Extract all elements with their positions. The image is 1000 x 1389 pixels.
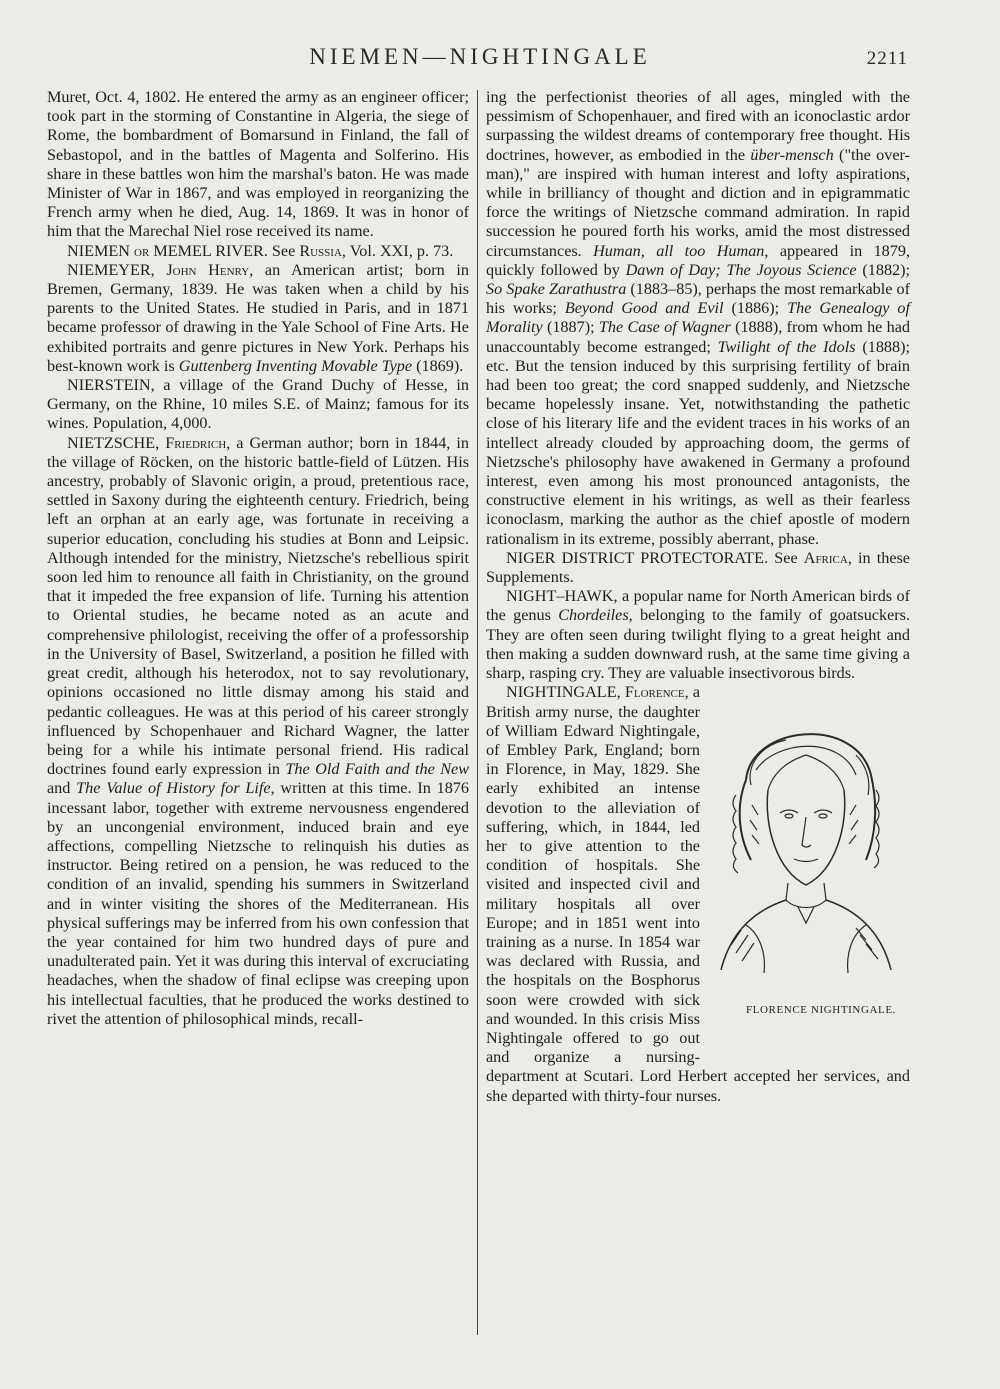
entry-text: , an American artist; born in Bremen, Germany, 1839. He was taken when a child by his parents to the United States. He studied in Paris, and in 1871 became professor of drawing in the Yale School of Fine Arts. He exhibited portraits and genre pictures in New York. Perhaps his best-known work is [47,260,469,375]
entry-name: Florence [624,683,685,702]
entry-headword: NIGHTINGALE, [506,683,621,702]
cross-reference: Africa [803,548,848,567]
entry-text: , written at this time. In 1876 incessant labor, together with extreme nervousness engendered by an uncongenial environment, induced brain and eye affections, compelling Nietzsche to relinquish his duties as instructor. Being retired on a pension, he was reduced to the condition of an invalid, spending his summers in Switzerland and in winter visiting the shores of the Mediterranean. His physical sufferings may be inferred from his own confession that the year contained for him two hundred days of pure and unadulterated pain. Yet it was during this interval of excruciating headaches, when the shadow of final eclipse was creeping upon his intellectual faculties, that he produced the works destined to rivet the attention of philosophical minds, recall- [47,779,469,1028]
nietzsche-continuation [486,88,910,549]
florence-nightingale-portrait [706,685,906,975]
entry-headword: NIERSTEIN, [67,376,155,395]
entry-text: and [47,779,77,798]
entry-text: , in these Supplements. [486,548,910,587]
entry-text: , belonging to the family of goatsuckers. They are often seen during twilight flying to a great height and then making a sudden downward rush, at the same time giving a sharp, rasping cry. They are valuable insectivorous birds. [486,606,911,683]
work-title: Twilight of the Idols [717,337,856,356]
nightingale-entry [486,683,910,1105]
work-title: The Old Faith and the New [285,760,470,779]
entry-text: a village of the Grand Duchy of Hesse, in Germany, on the Rhine, 10 miles S.E. of Mainz; famous for its wines. Population, 4,000. [47,376,469,433]
entry-headword: NIGER DISTRICT PROTECTORATE. [506,548,769,567]
entry-text: (1887); [542,318,595,337]
entry-text: (1883–85), perhaps the most remarkable of his works; [486,280,910,318]
entry-name: Friedrich [165,433,227,452]
entry-name: John Henry [166,260,250,279]
running-head: NIEMEN—NIGHTINGALE [309,44,651,69]
entry-text: , a German author; born in 1844, in the village of Röcken, on the historic battle-field of Lützen. His ancestry, probably of Slavonic origin, a proud, pretentious race, settled in Saxony during the eighteenth century. Friedrich, being left an orphan at an early age, was fortunate in receiving a superior education, concluding his studies at Bonn and Leipsic. Although intended for the ministry, Nietzsche's rebellious spirit soon led him to renounce all faith in Christianity, on the ground that it impeded the free expansion of life. Turning his attention to Oriental studies, he became noted as an acute and comprehensive philologist, receiving the offer of a professorship in the University of Basel, Switzerland, a position he filled with great credit, although his heterodox, not to say revolutionary, opinions occasioned no little dismay among his staid and pedantic colleagues. He was at this period of his career strongly influenced by Schopenhauer and Richard Wagner, the latter being for a while his intimate personal friend. His radical doctrines found early expression in [47,433,469,779]
entry-text: ing the perfectionist theories of all ages, mingled with the pessimism of Schopenhauer, and fired with an iconoclastic ardor surpassing the wildest dreams of contemporary free thought. His doctrines, however, as embodied in the [486,88,910,164]
work-title: Guttenberg Inventing Movable Type [178,356,413,375]
nierstein-entry [47,376,469,434]
entry-text: (1886); [723,299,780,318]
night-hawk-entry [486,587,910,683]
genus-name: Chordeiles [558,606,629,625]
work-title: The Value of History for Life [76,779,271,798]
work-title: Dawn of Day; The Joyous Science [625,260,857,279]
entry-headword: MEMEL RIVER. [153,241,268,260]
right-column [486,88,910,1106]
niemeyer-entry [47,261,469,376]
column-divider [477,90,478,1335]
page-number: 2211 [866,48,908,69]
niemen-entry [47,242,469,261]
portrait-caption: FLORENCE NIGHTINGALE. [745,1004,897,1017]
work-title: The Genealogy of Morality [486,299,911,337]
see-text: See [768,548,804,567]
cross-reference: Russia [299,241,342,260]
work-title: So Spake Zarathustra [486,280,627,299]
entry-text: (1888), from whom he had unaccountably become estranged; [486,318,911,356]
portrait-figure [706,685,914,1045]
term: über-mensch [750,145,834,164]
entry-text: (1869). [412,356,464,375]
niger-entry [486,549,910,587]
left-column [47,88,469,1029]
work-title: Beyond Good and Evil [564,299,724,318]
entry-text: ("the over-man)," are inspired with human interest and lofty aspirations, while in brilliancy of thought and diction and in epigrammatic force the writings of Nietzsche command admiration. In rapid succession he poured forth his works, amid the most distressed circumstances. [486,145,911,260]
entry-text: , a British army nurse, the daughter of William Edward Nightingale, of Embley Park, England; born in Florence, in May, 1829. She early exhibited an intense devotion to the alleviation of suffering, which, in 1844, led her to give attention to the condition of hospitals. She visited and inspected civil and military hospitals all over Europe; and in 1851 went into training as a nurse. In 1854 war was declared with Russia, and the hospitals on the Bosphorus soon were crowded with sick and wounded. In this crisis Miss Nightingale offered to go out and organize a nursing-department at Scutari. Lord Herbert accepted her services, and she departed with thirty-four nurses. [486,683,910,1105]
entry-headword: NIETZSCHE, [67,433,160,452]
entry-headword: NIGHT–HAWK, [506,587,618,606]
work-title: Human, all too Human [593,241,765,260]
see-text: See [271,241,296,260]
entry-text: , appeared in 1879, quickly followed by [486,241,910,279]
entry-text: (1882); [856,260,911,279]
entry-headword: NIEMEYER, [67,260,155,279]
entry-text: , Vol. XXI, p. 73. [341,241,454,260]
entry-connector: or [134,241,150,260]
entry-text: (1888); etc. But the tension induced by this surprising fertility of brain had been too great; the cord snapped suddenly, and Nietzsche became hopelessly insane. Yet, notwithstanding the pathetic close of his literary life and the evident traces in his works of an intellect already clouded by approaching doom, the germs of Nietzsche's philosophy have awakened in Germany a profound interest, even among his most pronounced antagonists, the constructive element in his writings, as well as their fearless iconoclasm, marking the author as the chief apostle of modern rationalism in its extreme, possibly aberrant, phase. [486,337,910,548]
niel-entry-continuation: Muret, Oct. 4, 1802. He entered the army as an engineer officer; took part in the storming of Constantine in Algeria, the siege of Rome, the bombardment of Bomarsund in Finland, the fall of Sebastopol, and in the battles of Magenta and Solferino. His share in these battles won him the marshal's baton. He was made Minister of War in 1867, and was employed in reorganizing the French army when he died, Aug. 14, 1869. It was in honor of him that the Marechal Niel rose received its name. [47,88,469,241]
nietzsche-entry [47,434,469,1029]
work-title: The Case of Wagner [598,318,731,337]
entry-headword: NIEMEN [67,241,130,260]
entry-text: a popular name for North American birds of the genus [486,587,910,625]
